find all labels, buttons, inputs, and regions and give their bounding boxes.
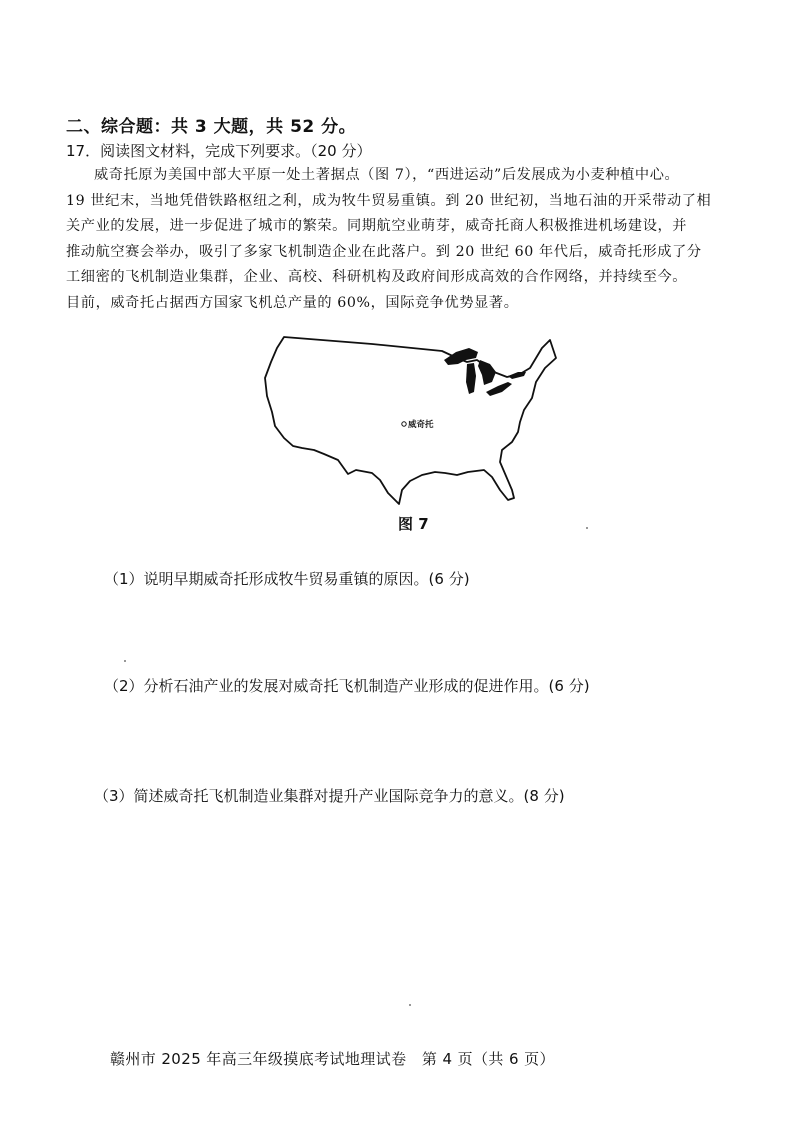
scan-speck: [409, 1004, 411, 1006]
paragraph-line: 19 世纪末，当地凭借铁路枢纽之利，成为牧牛贸易重镇。到 20 世纪初，当地石油的开采带动了相: [66, 192, 712, 209]
great-lakes: [444, 348, 526, 396]
paragraph-line: 目前，威奇托占据西方国家飞机总产量的 60%，国际竞争优势显著。: [66, 294, 519, 311]
us-outline-map: [262, 330, 562, 505]
scan-speck: [586, 527, 588, 529]
lake-superior: [444, 348, 478, 365]
lake-michigan: [466, 363, 476, 394]
sub-question-3: （3）简述威奇托飞机制造业集群对提升产业国际竞争力的意义。(8 分): [94, 787, 565, 805]
wichita-label: 威奇托: [408, 420, 434, 430]
paragraph-line: 威奇托原为美国中部大平原一处土著据点（图 7），“西进运动”后发展成为小麦种植中心。: [94, 167, 680, 183]
figure-caption: 图 7: [398, 515, 429, 533]
sub-question-1: （1）说明早期威奇托形成牧牛贸易重镇的原因。(6 分): [104, 570, 470, 588]
paragraph-line: 推动航空赛会举办，吸引了多家飞机制造企业在此落户。到 20 世纪 60 年代后，威奇托形成了分: [66, 243, 702, 260]
sub-question-2: （2）分析石油产业的发展对威奇托飞机制造产业形成的促进作用。(6 分): [104, 677, 590, 695]
scan-speck: [124, 660, 126, 662]
lake-ontario: [508, 372, 526, 379]
wichita-marker: [402, 422, 406, 426]
material-paragraph: [66, 163, 774, 316]
question-title: 17．阅读图文材料，完成下列要求。（20 分）: [66, 142, 372, 160]
section-title: 二、综合题：共 3 大题，共 52 分。: [66, 117, 357, 137]
lake-huron: [478, 360, 496, 385]
paragraph-line: 工细密的飞机制造业集群，企业、高校、科研机构及政府间形成高效的合作网络，并持续至今。: [66, 269, 688, 285]
paragraph-line: 关产业的发展，进一步促进了城市的繁荣。同期航空业萌芽，威奇托商人积极推进机场建设，并: [66, 218, 688, 234]
lake-erie: [486, 382, 512, 396]
page-footer: 赣州市 2025 年高三年级摸底考试地理试卷 第 4 页（共 6 页）: [110, 1050, 555, 1068]
